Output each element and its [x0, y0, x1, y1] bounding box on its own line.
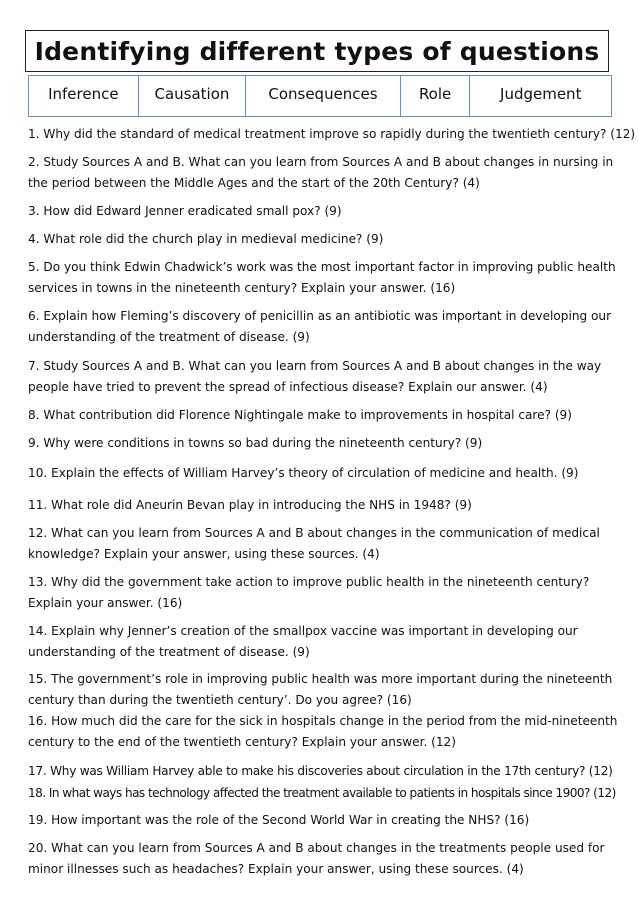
question-line: 2. Study Sources A and B. What can you learn from Sources A and B about changes in nursing in [28, 155, 614, 169]
question-types-table [28, 75, 612, 117]
question-line: understanding of the treatment of disease. (9) [28, 329, 310, 344]
type-cell-causation: Causation [139, 76, 247, 116]
type-cell-inference: Inference [29, 76, 139, 116]
question-line: 10. Explain the effects of William Harvey’s theory of circulation of medicine and health. (9) [28, 466, 579, 480]
question-line: 20. What can you learn from Sources A and B about changes in the treatments people used for [28, 841, 605, 855]
question-line: 9. Why were conditions in towns so bad during the nineteenth century? (9) [28, 436, 483, 450]
question-line: understanding of the treatment of disease. (9) [28, 644, 310, 659]
question-item [28, 229, 618, 250]
question-item [28, 523, 618, 564]
type-cell-judgement: Judgement [500, 85, 582, 103]
question-item [28, 124, 636, 145]
question-line: the period between the Middle Ages and the start of the 20th Century? (4) [28, 175, 480, 190]
question-line: services in towns in the nineteenth century? Explain your answer. (16) [28, 280, 456, 295]
question-item [28, 152, 618, 193]
question-line: 17. Why was William Harvey able to make his discoveries about circulation in the 17th century? (12) [28, 764, 613, 778]
page-title: Identifying different types of questions [34, 36, 600, 66]
question-line: century than during the twentieth century’. Do you agree? (16) [28, 692, 412, 707]
question-item [28, 356, 618, 397]
question-line: 19. How important was the role of the Second World War in creating the NHS? (16) [28, 813, 530, 827]
question-item [28, 405, 618, 426]
question-line: people have tried to prevent the spread of infectious disease? Explain our answer. (4) [28, 379, 548, 394]
type-cell-consequences: Consequences [246, 76, 400, 116]
question-line: knowledge? Explain your answer, using these sources. (4) [28, 546, 380, 561]
question-item [28, 783, 618, 804]
question-line: 16. How much did the care for the sick in hospitals change in the period from the mid-nineteenth [28, 714, 618, 728]
question-item [28, 761, 618, 782]
question-line: 3. How did Edward Jenner eradicated small pox? (9) [28, 204, 342, 218]
question-line: 18. In what ways has technology affected the treatment available to patients in hospitals since 1900? (12) [28, 786, 616, 800]
question-item [28, 669, 618, 710]
question-line: 13. Why did the government take action to improve public health in the nineteenth century? [28, 575, 590, 589]
question-line: Explain your answer. (16) [28, 595, 183, 610]
question-line: 8. What contribution did Florence Nightingale make to improvements in hospital care? (9) [28, 408, 572, 422]
question-item [28, 711, 618, 752]
question-item [28, 810, 618, 831]
question-item [28, 621, 618, 662]
question-line: 6. Explain how Fleming’s discovery of penicillin as an antibiotic was important in developing our [28, 309, 612, 323]
question-item [28, 838, 618, 879]
question-item [28, 572, 618, 613]
question-item [28, 433, 618, 454]
question-line: 5. Do you think Edwin Chadwick’s work was the most important factor in improving public health [28, 260, 616, 274]
question-line: 11. What role did Aneurin Bevan play in introducing the NHS in 1948? (9) [28, 498, 472, 512]
question-line: minor illnesses such as headaches? Explain your answer, using these sources. (4) [28, 861, 524, 876]
title-box [25, 30, 609, 72]
question-line: century to the end of the twentieth century? Explain your answer. (12) [28, 734, 456, 749]
question-item [28, 201, 618, 222]
question-line: 12. What can you learn from Sources A and B about changes in the communication of medical [28, 526, 600, 540]
question-item [28, 463, 618, 484]
question-line: 14. Explain why Jenner’s creation of the smallpox vaccine was important in developing our [28, 624, 578, 638]
question-line: 4. What role did the church play in medieval medicine? (9) [28, 232, 384, 246]
question-line: 7. Study Sources A and B. What can you learn from Sources A and B about changes in the way [28, 359, 602, 373]
question-line: 15. The government’s role in improving public health was more important during the nineteenth [28, 672, 613, 686]
question-item [28, 495, 618, 516]
question-item [28, 257, 618, 298]
question-line: 1. Why did the standard of medical treatment improve so rapidly during the twentieth century? (12) [28, 127, 636, 141]
type-cell-role: Role [401, 76, 471, 116]
question-item [28, 306, 618, 347]
